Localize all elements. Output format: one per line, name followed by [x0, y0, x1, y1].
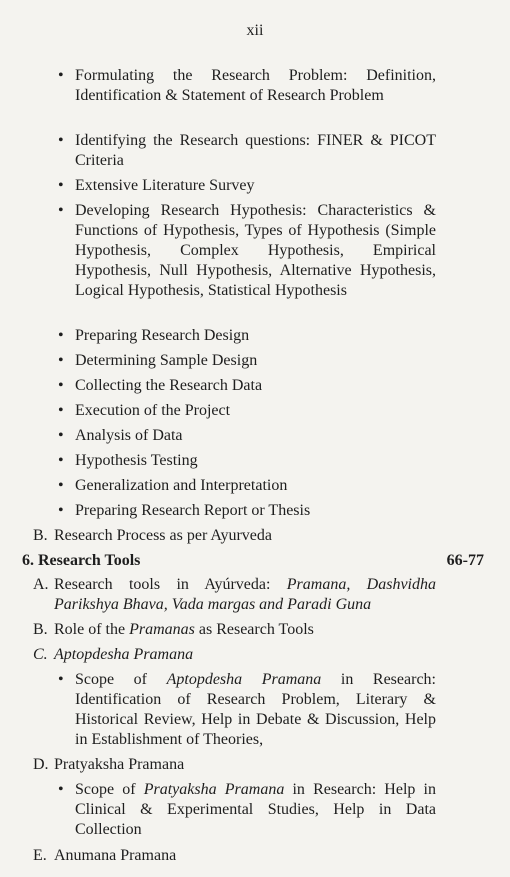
bullet-formulating-problem: • Formulating the Research Problem: Definition, Identification & Statement of Research Problem: [58, 67, 436, 104]
item-research-tools-ayurveda: A. Research tools in Ayúrveda: Pramana, Dashvidha Parikshya Bhava, Vada margas and Paradi Guna: [33, 576, 436, 613]
bullet-dot-icon: •: [58, 502, 64, 519]
item-role-of-pramanas: B. Role of the Pramanas as Research Tools: [33, 621, 314, 638]
bullet-dot-icon: •: [58, 377, 64, 394]
bullet-report: • Preparing Research Report or Thesis: [58, 502, 311, 519]
section-title: 6. Research Tools: [22, 552, 141, 569]
item-pratyaksha-pramana: D. Pratyaksha Pramana: [33, 756, 185, 773]
bullet-scope-aptopdesha: • Scope of Aptopdesha Pramana in Research: Identification of Research Problem, Literary & Historical Review, Help in Debate & Discussion, Help in Establishment of Theories,: [58, 671, 436, 748]
bullet-dot-icon: •: [58, 202, 64, 219]
bullet-research-hypothesis: • Developing Research Hypothesis: Characteristics & Functions of Hypothesis, Types of Hypothesis (Simple Hypothesis, Complex Hypothesis, Empirical Hypothesis, Null Hypothesis, Alternative Hypothesis, Logical Hypothesis, Statistical Hypothesis: [58, 202, 436, 299]
bullet-dot-icon: •: [58, 781, 64, 798]
bullet-dot-icon: •: [58, 327, 64, 344]
bullet-dot-icon: •: [58, 67, 64, 84]
bullet-sample-design: • Determining Sample Design: [58, 352, 258, 369]
bullet-literature-survey: • Extensive Literature Survey: [58, 177, 255, 194]
item-research-process-ayurveda: B. Research Process as per Ayurveda: [33, 527, 273, 544]
item-aptopdesha-pramana: C. Aptopdesha Pramana: [33, 646, 194, 663]
bullet-dot-icon: •: [58, 352, 64, 369]
bullet-dot-icon: •: [58, 402, 64, 419]
bullet-hypothesis-testing: • Hypothesis Testing: [58, 452, 198, 469]
bullet-dot-icon: •: [58, 132, 64, 149]
bullet-scope-pratyaksha: • Scope of Pratyaksha Pramana in Research: Help in Clinical & Experimental Studies, Help in Data Collection: [58, 781, 436, 838]
item-anumana-pramana: E. Anumana Pramana: [33, 847, 177, 864]
bullet-dot-icon: •: [58, 427, 64, 444]
bullet-analysis: • Analysis of Data: [58, 427, 183, 444]
bullet-generalization: • Generalization and Interpretation: [58, 477, 288, 494]
bullet-dot-icon: •: [58, 452, 64, 469]
bullet-execution: • Execution of the Project: [58, 402, 231, 419]
page-number: xii: [246, 22, 264, 39]
section-pages: 66-77: [446, 552, 484, 569]
bullet-research-design: • Preparing Research Design: [58, 327, 250, 344]
bullet-dot-icon: •: [58, 177, 64, 194]
bullet-research-questions: • Identifying the Research questions: FINER & PICOT Criteria: [58, 132, 436, 169]
bullet-collecting-data: • Collecting the Research Data: [58, 377, 263, 394]
bullet-dot-icon: •: [58, 671, 64, 688]
bullet-dot-icon: •: [58, 477, 64, 494]
